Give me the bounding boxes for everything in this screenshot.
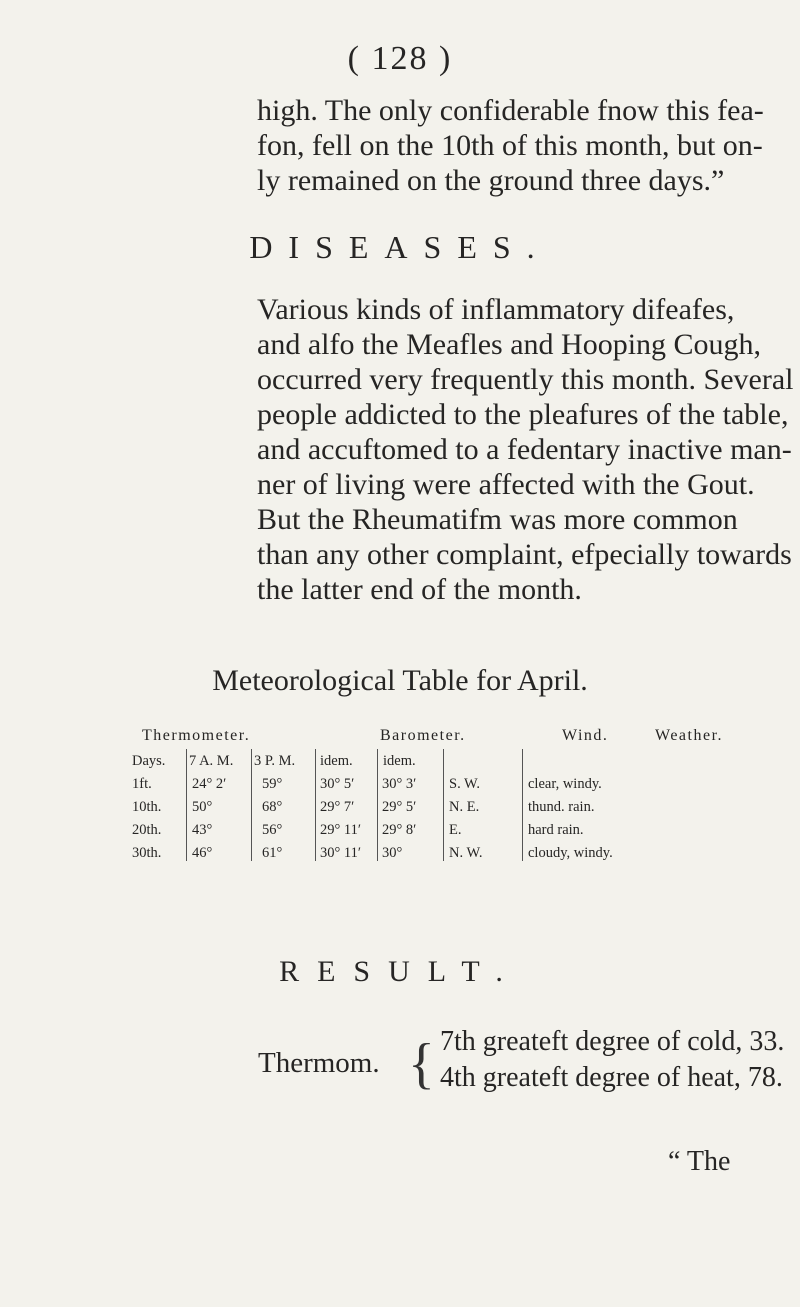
greatest-cold-line: 7th greateft degree of cold, 33. [440, 1026, 785, 1057]
text-line: the latter end of the month. [257, 573, 582, 606]
column-divider [377, 749, 378, 861]
weather-header: Weather. [655, 727, 724, 744]
barometer-cell: 29° 8′ [382, 822, 417, 838]
morning-temp-cell: 46° [192, 845, 213, 861]
barometer-header: Barometer. [380, 727, 466, 744]
barometer-cell: 29° 5′ [382, 799, 417, 815]
column-divider [251, 749, 252, 861]
afternoon-temp-cell: 61° [262, 845, 283, 861]
text-line: Various kinds of inflammatory difeafes, [257, 293, 735, 326]
weather-cell: thund. rain. [528, 799, 595, 815]
afternoon-temp-cell: 68° [262, 799, 283, 815]
barometer-cell: 29° 7′ [320, 799, 355, 815]
text-line: and alfo the Meafles and Hooping Cough, [257, 328, 762, 361]
text-line: and accuftomed to a fedentary inactive man- [257, 433, 792, 466]
wind-header: Wind. [562, 727, 609, 744]
table-title: Meteorological Table for April. [212, 664, 588, 697]
barometer-cell: 29° 11′ [320, 822, 362, 838]
afternoon-temp-cell: 56° [262, 822, 283, 838]
text-line: occurred very frequently this month. Several [257, 363, 794, 396]
barometer-cell: 30° 5′ [320, 776, 355, 792]
text-line: ly remained on the ground three days.” [257, 164, 725, 197]
barometer-cell: 30° 3′ [382, 776, 417, 792]
column-divider [186, 749, 187, 861]
result-heading: RESULT. [279, 955, 521, 988]
thermometer-header: Thermometer. [142, 727, 251, 744]
text-line: ner of living were affected with the Gout. [257, 468, 755, 501]
table-subheader: 3 P. M. [254, 753, 296, 769]
wind-cell: S. W. [449, 776, 481, 792]
barometer-cell: 30° 11′ [320, 845, 362, 861]
curly-brace: { [408, 1033, 435, 1095]
morning-temp-cell: 43° [192, 822, 213, 838]
table-subheader: idem. [383, 753, 416, 769]
text-line: high. The only confiderable fnow this fea- [257, 94, 764, 127]
wind-cell: N. W. [449, 845, 483, 861]
day-cell: 10th. [132, 799, 162, 815]
text-line: But the Rheumatifm was more common [257, 503, 738, 536]
column-divider [443, 749, 444, 861]
text-line: people addicted to the pleafures of the table, [257, 398, 789, 431]
meteorological-table [130, 727, 740, 861]
weather-cell: cloudy, windy. [528, 845, 613, 861]
weather-cell: hard rain. [528, 822, 584, 838]
weather-cell: clear, windy. [528, 776, 602, 792]
table-subheader: idem. [320, 753, 353, 769]
greatest-heat-line: 4th greateft degree of heat, 78. [440, 1062, 783, 1093]
thermometer-label: Thermom. [258, 1047, 380, 1079]
morning-temp-cell: 50° [192, 799, 213, 815]
column-divider [315, 749, 316, 861]
column-divider [522, 749, 523, 861]
wind-cell: N. E. [449, 799, 480, 815]
diseases-heading: DISEASES. [249, 229, 551, 265]
morning-temp-cell: 24° 2′ [192, 776, 227, 792]
table-subheader: Days. [132, 753, 166, 769]
day-cell: 20th. [132, 822, 162, 838]
text-line: fon, fell on the 10th of this month, but on- [257, 129, 763, 162]
catchword: “ The [668, 1146, 731, 1177]
day-cell: 1ft. [132, 776, 152, 792]
table-subheader: 7 A. M. [189, 753, 234, 769]
page-number: ( 128 ) [347, 40, 453, 77]
barometer-cell: 30° [382, 845, 403, 861]
afternoon-temp-cell: 59° [262, 776, 283, 792]
day-cell: 30th. [132, 845, 162, 861]
text-line: than any other complaint, efpecially towards [257, 538, 792, 571]
wind-cell: E. [449, 822, 462, 838]
